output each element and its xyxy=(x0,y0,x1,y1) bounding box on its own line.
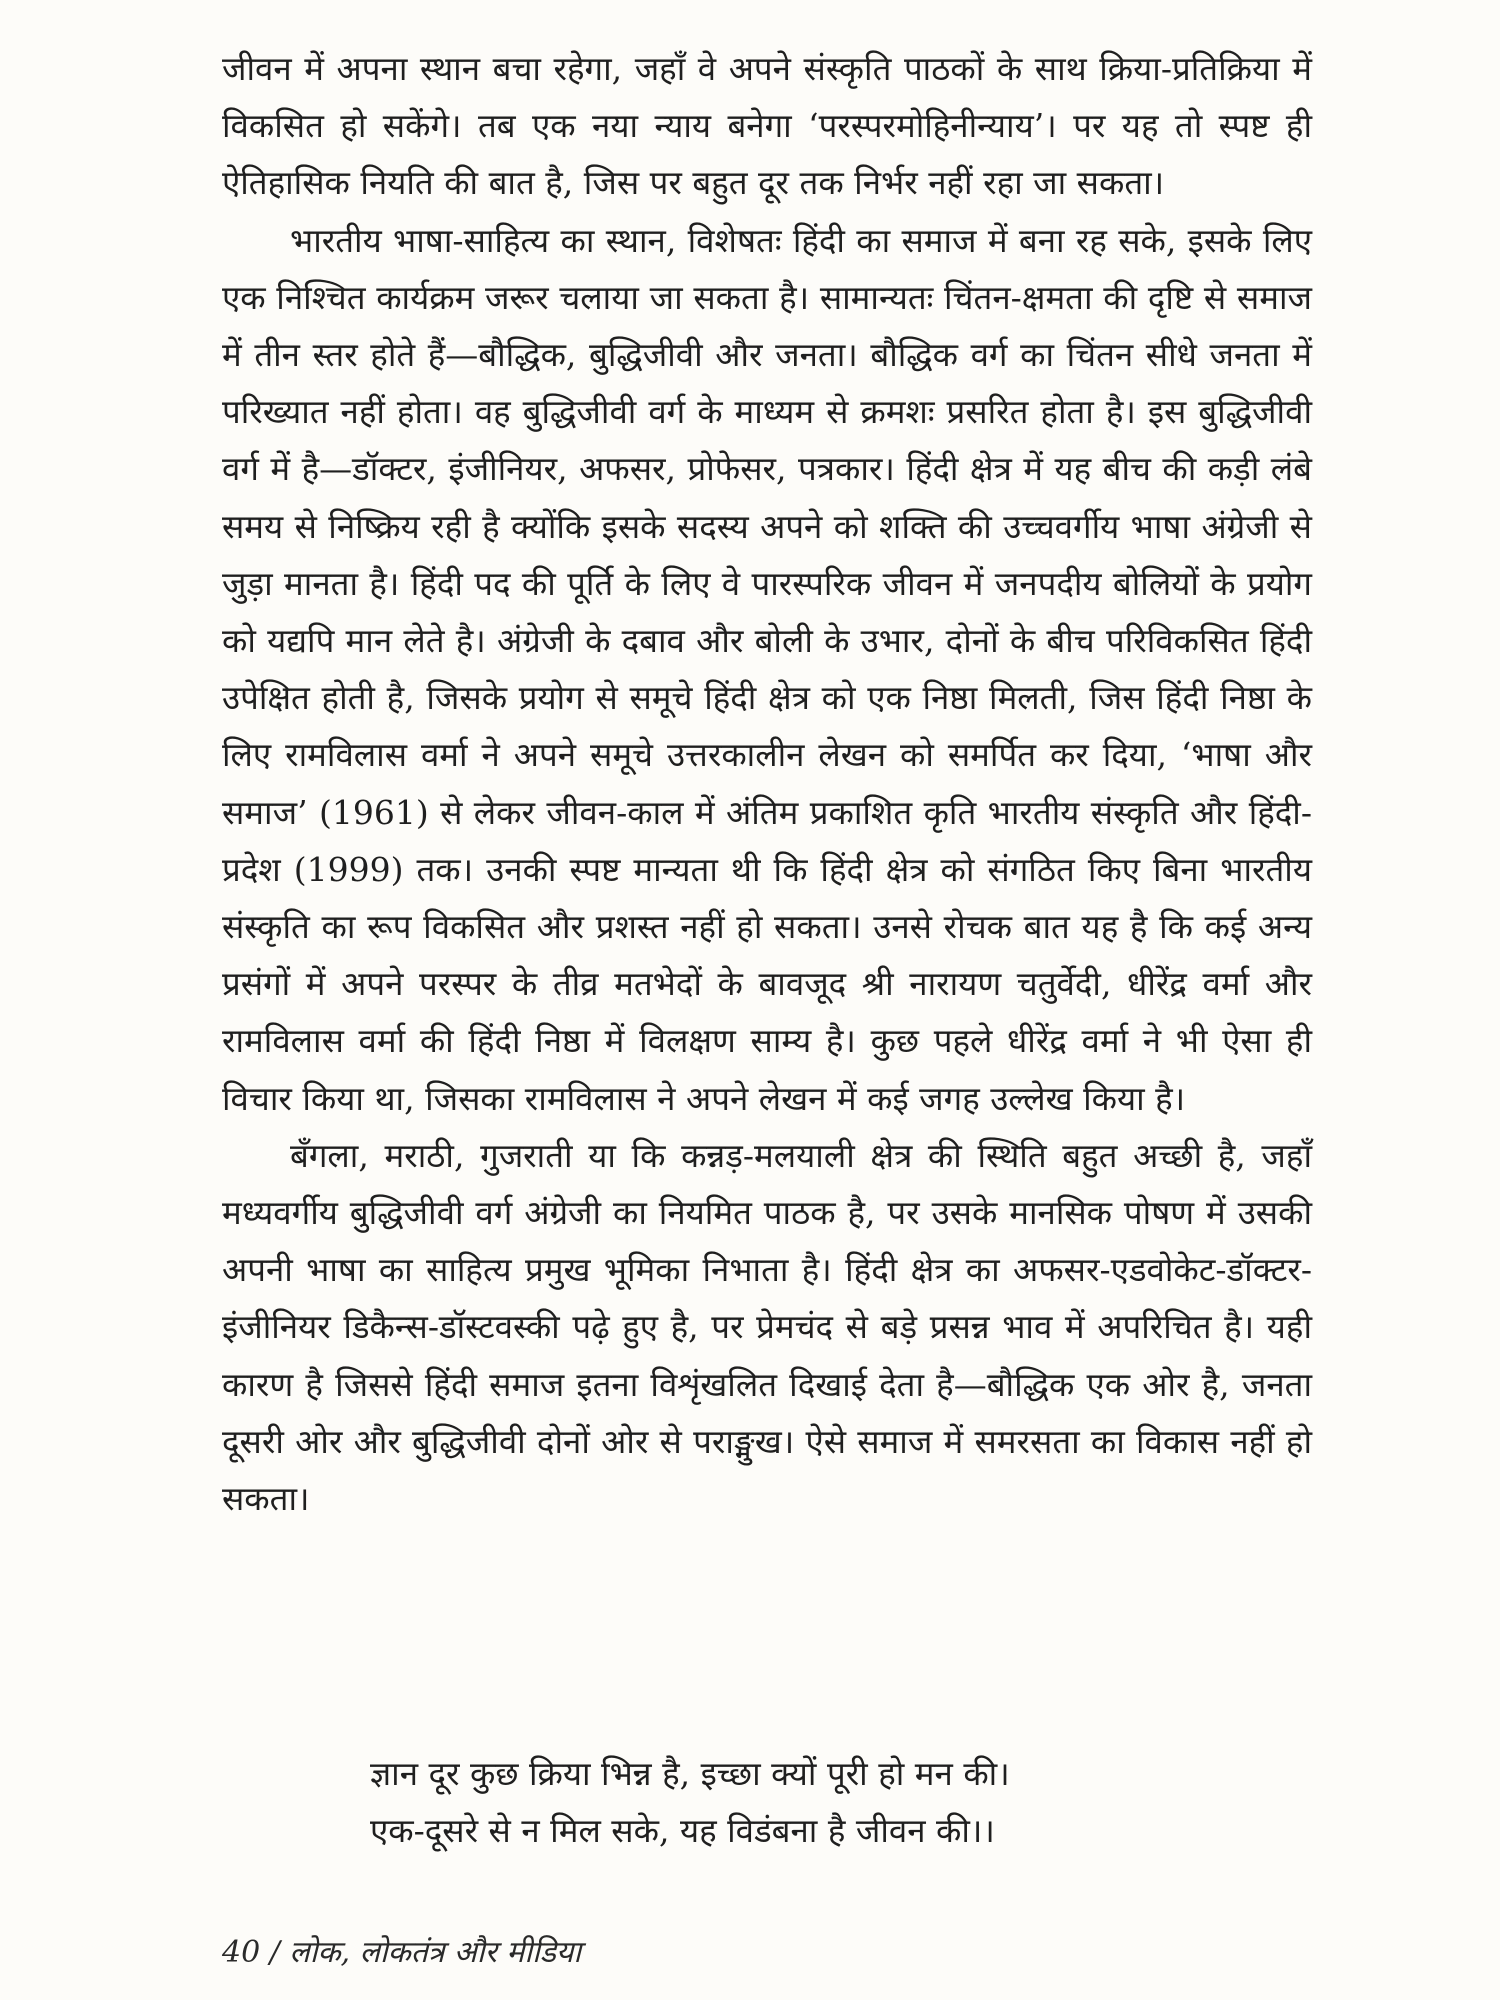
paragraph-continued: जीवन में अपना स्थान बचा रहेगा, जहाँ वे अपने संस्कृति पाठकों के साथ क्रिया-प्रतिक्रिया में विकसित हो सकेंगे। तब एक नया न्याय बनेगा ‘परस्परमोहिनीन्याय’। पर यह तो स्पष्ट ही ऐतिहासिक नियति की बात है, जिस पर बहुत दूर तक निर्भर नहीं रहा जा सकता। xyxy=(222,49,1312,203)
page-footer: 40 / लोक, लोकतंत्र और मीडिया xyxy=(222,1935,582,1970)
verse-line-1: ज्ञान दूर कुछ क्रिया भिन्न है, इच्छा क्यों पूरी हो मन की। xyxy=(370,1754,1010,1793)
body-text xyxy=(222,40,1312,1527)
verse-couplet xyxy=(370,1745,1270,1859)
verse-line-2: एक-दूसरे से न मिल सके, यह विडंबना है जीवन की।। xyxy=(370,1811,995,1850)
paragraph-hindi-literature: भारतीय भाषा-साहित्य का स्थान, विशेषतः हिंदी का समाज में बना रह सके, इसके लिए एक निश्चित कार्यक्रम जरूर चलाया जा सकता है। सामान्यतः चिंतन-क्षमता की दृष्टि से समाज में तीन स्तर होते हैं—बौद्धिक, बुद्धिजीवी और जनता। बौद्धिक वर्ग का चिंतन सीधे जनता में परिख्यात नहीं होता। वह बुद्धिजीवी वर्ग के माध्यम से क्रमशः प्रसरित होता है। इस बुद्धिजीवी वर्ग में है—डॉक्टर, इंजीनियर, अफसर, प्रोफेसर, पत्रकार। हिंदी क्षेत्र में यह बीच की कड़ी लंबे समय से निष्क्रिय रही है क्योंकि इसके सदस्य अपने को शक्ति की उच्चवर्गीय भाषा अंग्रेजी से जुड़ा मानता है। हिंदी पद की पूर्ति के लिए वे पारस्परिक जीवन में जनपदीय बोलियों के प्रयोग को यद्यपि मान लेते है। अंग्रेजी के दबाव और बोली के उभार, दोनों के बीच परिविकसित हिंदी उपेक्षित होती है, जिसके प्रयोग से समूचे हिंदी क्षेत्र को एक निष्ठा मिलती, जिस हिंदी निष्ठा के लिए रामविलास वर्मा ने अपने समूचे उत्तरकालीन लेखन को समर्पित कर दिया, ‘भाषा और समाज’ (1961) से लेकर जीवन-काल में अंतिम प्रकाशित कृति भारतीय संस्कृति और हिंदी-प्रदेश (1999) तक। उनकी स्पष्ट मान्यता थी कि हिंदी क्षेत्र को संगठित किए बिना भारतीय संस्कृति का रूप विकसित और प्रशस्त नहीं हो सकता। उनसे रोचक बात यह है कि कई अन्य प्रसंगों में अपने परस्पर के तीव्र मतभेदों के बावजूद श्री नारायण चतुर्वेदी, धीरेंद्र वर्मा और रामविलास वर्मा की हिंदी निष्ठा में विलक्षण साम्य है। कुछ पहले धीरेंद्र वर्मा ने भी ऐसा ही विचार किया था, जिसका रामविलास ने अपने लेखन में कई जगह उल्लेख किया है। xyxy=(222,220,1312,1118)
paragraph-regional-languages: बँगला, मराठी, गुजराती या कि कन्नड़-मलयाली क्षेत्र की स्थिति बहुत अच्छी है, जहाँ मध्यवर्गीय बुद्धिजीवी वर्ग अंग्रेजी का नियमित पाठक है, पर उसके मानसिक पोषण में उसकी अपनी भाषा का साहित्य प्रमुख भूमिका निभाता है। हिंदी क्षेत्र का अफसर-एडवोकेट-डॉक्टर-इंजीनियर डिकैन्स-डॉस्टवस्की पढ़े हुए है, पर प्रेमचंद से बड़े प्रसन्न भाव में अपरिचित है। यही कारण है जिससे हिंदी समाज इतना विशृंखलित दिखाई देता है—बौद्धिक एक ओर है, जनता दूसरी ओर और बुद्धिजीवी दोनों ओर से पराङ्मुख। ऐसे समाज में समरसता का विकास नहीं हो सकता। xyxy=(222,1135,1312,1519)
